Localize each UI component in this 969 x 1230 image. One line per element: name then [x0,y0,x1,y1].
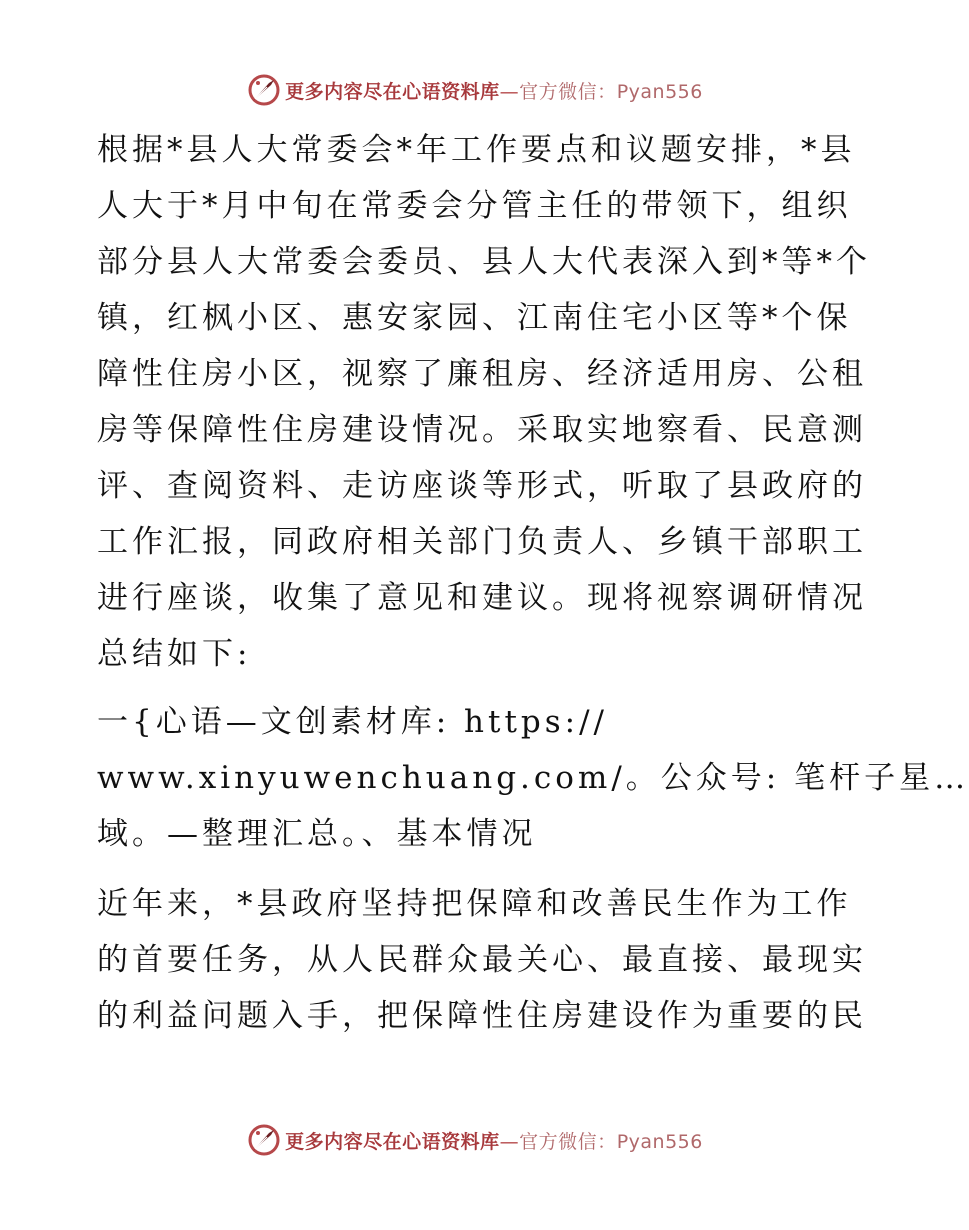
text-line: www.xinyuwenchuang.com/。公众号: 笔杆子星… [97,760,969,796]
document-body [97,122,969,1044]
text-line: 的利益问题入手，把保障性住房建设作为重要的民 [97,998,867,1034]
text-line: 根据*县人大常委会*年工作要点和议题安排，*县 [97,132,856,168]
text-line: 近年来，*县政府坚持把保障和改善民生作为工作 [97,886,852,922]
paragraph-2-heading [97,694,969,862]
header-banner-text [285,77,703,104]
text-line: 镇，红枫小区、惠安家园、江南住宅小区等*个保 [97,300,852,336]
header-banner-part2: 官方微信： [519,80,617,103]
header-banner-dash: — [499,80,520,103]
text-line: 部分县人大常委会委员、县人大代表深入到*等*个 [97,244,871,280]
footer-banner [0,1120,950,1160]
text-line: 工作汇报，同政府相关部门负责人、乡镇干部职工 [97,524,867,560]
text-line: 总结如下: [97,636,252,672]
footer-banner-text [285,1127,703,1154]
paragraph-3 [97,876,867,1044]
text-line: 房等保障性住房建设情况。采取实地察看、民意测 [97,412,867,448]
header-banner-part1: 更多内容尽在心语资料库 [285,80,500,103]
footer-banner-wechat: Pyan556 [616,1130,703,1153]
text-line: 人大于*月中旬在常委会分管主任的带领下，组织 [97,188,852,224]
quill-pen-logo-icon [247,1123,281,1157]
footer-banner-part1: 更多内容尽在心语资料库 [285,1130,500,1153]
text-line: 的首要任务，从人民群众最关心、最直接、最现实 [97,942,867,978]
footer-banner-part2: 官方微信： [519,1130,617,1153]
text-line: 评、查阅资料、走访座谈等形式，听取了县政府的 [97,468,867,504]
text-line: 一{心语—文创素材库: https:// [97,704,608,740]
paragraph-1 [97,122,871,682]
header-banner-wechat: Pyan556 [616,80,703,103]
text-line: 进行座谈，收集了意见和建议。现将视察调研情况 [97,580,867,616]
text-line: 障性住房小区，视察了廉租房、经济适用房、公租 [97,356,867,392]
quill-pen-logo-icon [247,73,281,107]
footer-banner-dash: — [499,1130,520,1153]
text-line: 域。—整理汇总。、基本情况 [97,816,537,852]
header-banner [0,70,950,110]
